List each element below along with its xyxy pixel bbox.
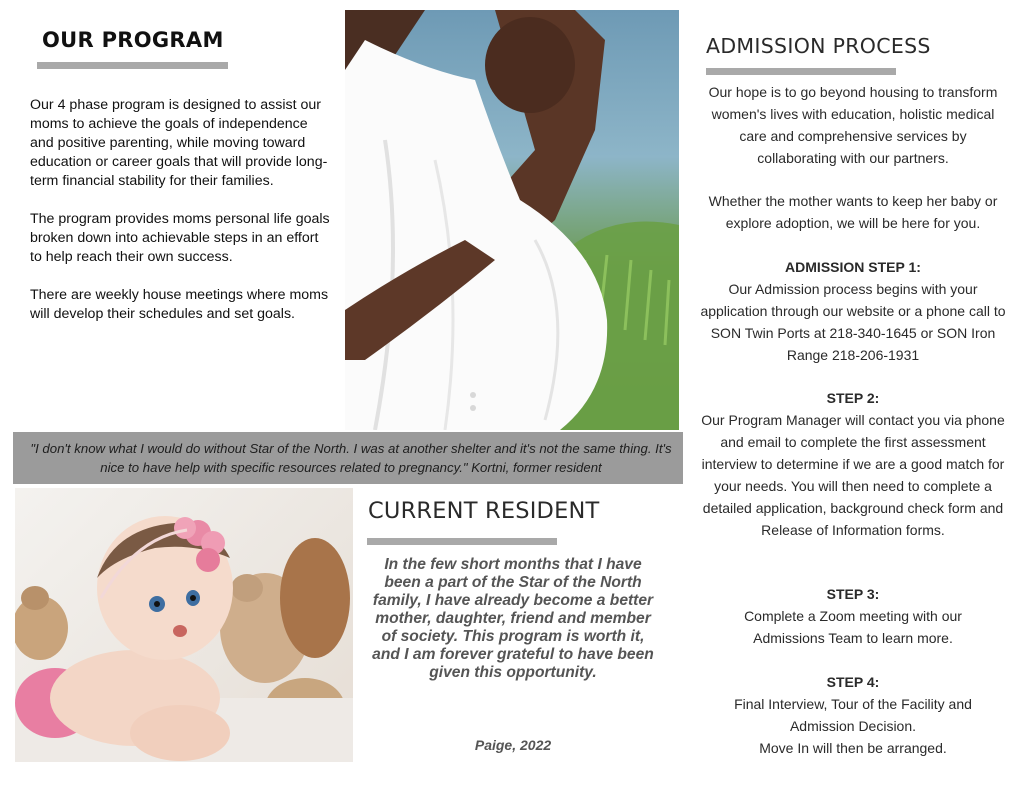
step-text: Our Admission process begins with your application through our website or a phone call to SON Twin Ports at 218-340-1645 or SON Iron Range 218-206-1931 xyxy=(700,281,1006,363)
pregnant-woman-photo xyxy=(345,10,679,430)
admission-step-4 xyxy=(700,671,1006,759)
program-paragraph: There are weekly house meetings where moms will develop their schedules and set goals. xyxy=(30,287,329,322)
step-text: Complete a Zoom meeting with our Admissions Team to learn more. xyxy=(744,608,962,646)
admission-process-underline xyxy=(706,68,896,75)
admission-intro-text: Our hope is to go beyond housing to transform women's lives with education, holistic medical care and comprehensive services by collaborating with our partners. xyxy=(708,84,998,166)
step-text: Final Interview, Tour of the Facility and Admission Decision. xyxy=(734,696,972,734)
step-text-2: Move In will then be arranged. xyxy=(759,740,947,756)
resident-signature: Paige, 2022 xyxy=(474,737,552,753)
admission-intro-2 xyxy=(700,190,1006,234)
our-program-body xyxy=(30,96,330,343)
baby-photo xyxy=(15,488,353,762)
step-heading: STEP 3: xyxy=(826,586,880,602)
admission-process-heading: ADMISSION PROCESS xyxy=(706,34,931,58)
admission-intro2-text: Whether the mother wants to keep her baby or explore adoption, we will be here for you. xyxy=(708,193,998,231)
our-program-heading: OUR PROGRAM xyxy=(42,28,224,52)
step-heading: STEP 2: xyxy=(826,390,880,406)
quote-text: "I don't know what I would do without Star of the North. I was at another shelter and it's not the same thing. It's nice to have help with specific resources related to pregnancy." Kortni, former resident xyxy=(30,441,672,475)
admission-step-1 xyxy=(700,256,1006,366)
admission-intro xyxy=(700,81,1006,169)
admission-step-2 xyxy=(700,387,1006,541)
program-paragraph: The program provides moms personal life goals broken down into achievable steps in an effort to help reach their own success. xyxy=(30,211,330,265)
step-heading: STEP 4: xyxy=(826,674,880,690)
admission-step-3 xyxy=(700,583,1006,649)
current-resident-heading: CURRENT RESIDENT xyxy=(368,498,600,524)
current-resident-underline xyxy=(367,538,557,545)
our-program-underline xyxy=(37,62,228,69)
resident-testimonial: In the few short months that I have been a part of the Star of the North family, I have already become a better mother, daughter, friend and member of society. This program is worth it, and I am forever grateful to have been given this opportunity. xyxy=(372,556,654,681)
program-paragraph: Our 4 phase program is designed to assist our moms to achieve the goals of independence and positive parenting, while moving toward education or career goals that will provide long-term financial stability for their families. xyxy=(30,97,328,189)
step-heading: ADMISSION STEP 1: xyxy=(785,259,921,275)
quote-banner xyxy=(13,432,683,484)
step-text: Our Program Manager will contact you via phone and email to complete the first assessment interview to determine if we are a good match for your needs. You will then need to complete a detailed application, background check form and Release of Information forms. xyxy=(701,412,1005,538)
